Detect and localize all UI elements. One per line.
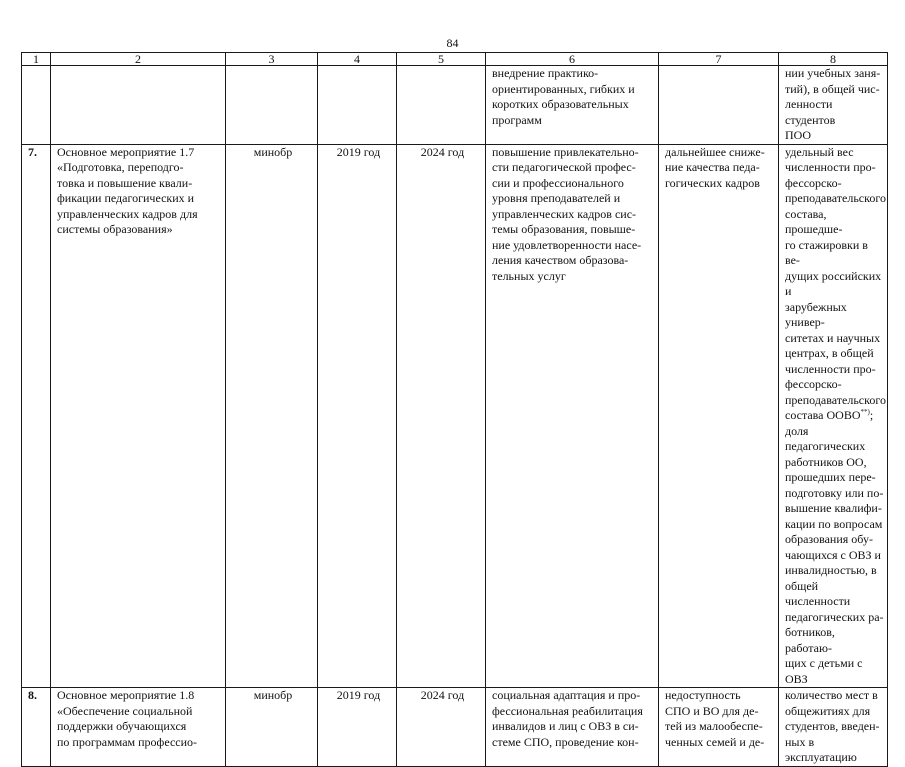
- row-number: 7.: [22, 144, 51, 688]
- table-cell: [318, 66, 397, 145]
- end-year-cell: 2024 год: [397, 688, 486, 767]
- table-cell: [397, 66, 486, 145]
- start-year-cell: 2019 год: [318, 688, 397, 767]
- indicators-cell: нии учебных заня- тий), в общей чис- ленности студентов ПОО: [779, 66, 888, 145]
- executor-cell: минобр: [226, 688, 318, 767]
- column-number-row: [22, 53, 888, 66]
- column-header: 2: [51, 53, 226, 66]
- executor-cell: минобр: [226, 144, 318, 688]
- consequences-cell: недоступность СПО и ВО для де- тей из малообеспе- ченных семей и де-: [659, 688, 779, 767]
- table-row: [22, 144, 888, 688]
- activities-table: [21, 52, 888, 767]
- continuation-row: [22, 66, 888, 145]
- table-cell: [22, 66, 51, 145]
- table-cell: [226, 66, 318, 145]
- footnote-marker: **): [860, 408, 870, 416]
- table-row: [22, 688, 888, 767]
- activity-cell: Основное мероприятие 1.8 «Обеспечение социальной поддержки обучающихся по программам профессио-: [51, 688, 226, 767]
- end-year-cell: 2024 год: [397, 144, 486, 688]
- result-cell: социальная адаптация и про- фессиональная реабилитация инвалидов и лиц с ОВЗ в си- стеме СПО, проведение кон-: [486, 688, 659, 767]
- indicators-cell: количество мест в общежитиях для студентов, введен- ных в эксплуатацию: [779, 688, 888, 767]
- column-header: 5: [397, 53, 486, 66]
- indicators-cell: [779, 144, 888, 688]
- indicator-text: удельный вес численности про- фессорско- преподавательского состава, прошедше- го стажировки в ве- дущих российских и зарубежных универ- ситетах и научных центрах, в общей численности про- фессорско- преподавательского состава ООВО: [785, 144, 886, 422]
- table-cell: [659, 66, 779, 145]
- column-header: 4: [318, 53, 397, 66]
- row-number: 8.: [22, 688, 51, 767]
- result-cell: повышение привлекательно- сти педагогической профес- сии и профессионального уровня преподавателей и управленческих кадров сис- темы образования, повыше- ние удовлетворенности насе- ления качеством образова- тельных услуг: [486, 144, 659, 688]
- indicator-separator: ;: [869, 408, 874, 422]
- result-cell: внедрение практико- ориентированных, гибких и коротких образовательных программ: [486, 66, 659, 145]
- page-number: 84: [446, 36, 459, 50]
- column-header: 6: [486, 53, 659, 66]
- table-cell: [51, 66, 226, 145]
- column-header: 1: [22, 53, 51, 66]
- activity-cell: Основное мероприятие 1.7 «Подготовка, переподго- товка и повышение квали- фикации педагогических и управленческих кадров для системы образования»: [51, 144, 226, 688]
- column-header: 3: [226, 53, 318, 66]
- consequences-cell: дальнейшее сниже- ние качества педа- гогических кадров: [659, 144, 779, 688]
- column-header: 8: [779, 53, 888, 66]
- start-year-cell: 2019 год: [318, 144, 397, 688]
- column-header: 7: [659, 53, 779, 66]
- indicator-text: доля педагогических работников ОО, прошедших пере- подготовку или по- вышение квалифи- кации по вопросам образования обу- чающихся с ОВЗ и инвалидностью, в общей численности педагогических ра- ботников, работаю- щих с детьми с ОВЗ: [785, 423, 884, 686]
